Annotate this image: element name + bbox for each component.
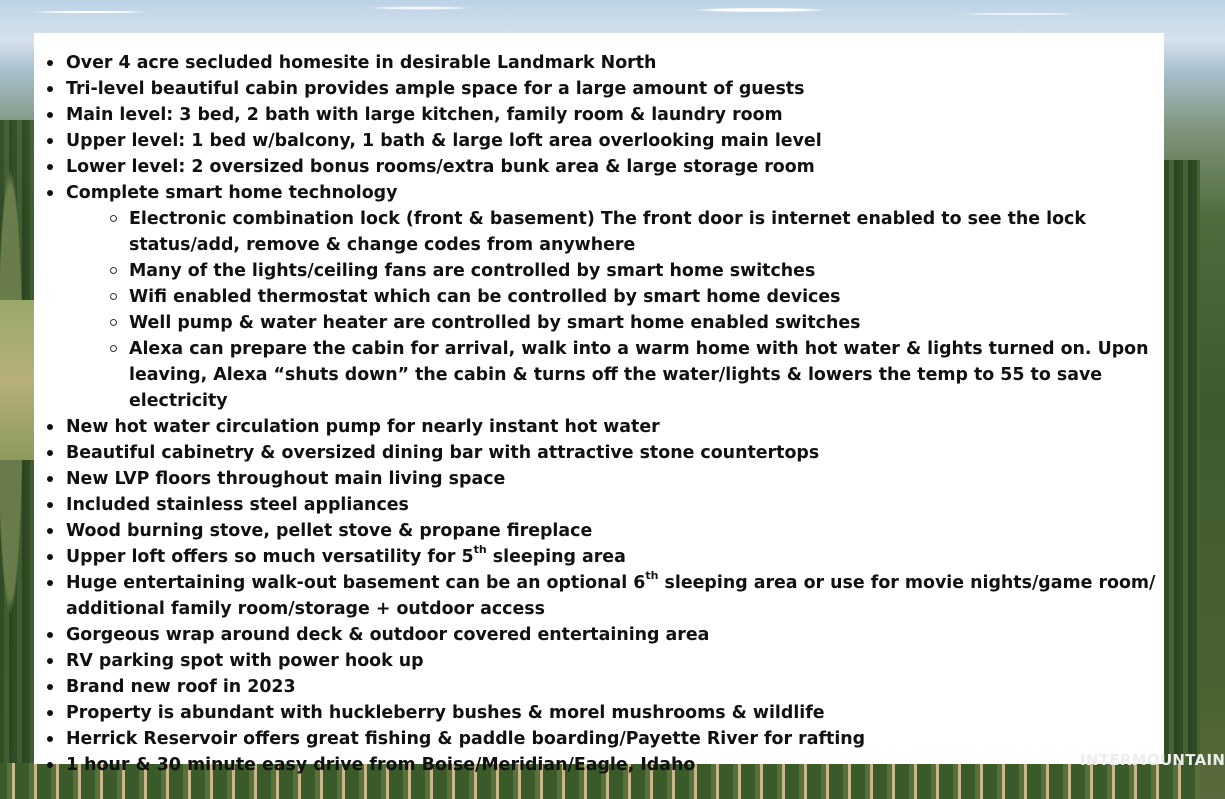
- feature-list: [34, 33, 1164, 778]
- feature-item: Property is abundant with huckleberry bushes & morel mushrooms & wildlife: [34, 700, 1164, 726]
- feature-item: 1 hour & 30 minute easy drive from Boise/Meridian/Eagle, Idaho: [34, 752, 1164, 778]
- feature-item: Over 4 acre secluded homesite in desirable Landmark North: [34, 50, 1164, 76]
- feature-item: Upper loft offers so much versatility for 5th sleeping area: [34, 544, 1164, 570]
- meadow-background-left: [0, 300, 34, 460]
- sub-feature-item: Alexa can prepare the cabin for arrival, walk into a warm home with hot water & lights turned on. Upon leaving, Alexa “shuts down” the cabin & turns off the water/lights & lowers the temp to 55 to save electricity: [66, 336, 1164, 414]
- feature-item: Main level: 3 bed, 2 bath with large kitchen, family room & laundry room: [34, 102, 1164, 128]
- feature-item: Huge entertaining walk-out basement can be an optional 6th sleeping area or use for movie nights/game room/ additional family room/storage + outdoor access: [34, 570, 1164, 622]
- feature-item: Brand new roof in 2023: [34, 674, 1164, 700]
- feature-item: Beautiful cabinetry & oversized dining bar with attractive stone countertops: [34, 440, 1164, 466]
- feature-item: Lower level: 2 oversized bonus rooms/extra bunk area & large storage room: [34, 154, 1164, 180]
- sub-feature-item: Many of the lights/ceiling fans are controlled by smart home switches: [66, 258, 1164, 284]
- smart-home-sublist: [66, 206, 1164, 414]
- feature-item: Herrick Reservoir offers great fishing & paddle boarding/Payette River for rafting: [34, 726, 1164, 752]
- feature-item: Tri-level beautiful cabin provides ample space for a large amount of guests: [34, 76, 1164, 102]
- feature-item: Upper level: 1 bed w/balcony, 1 bath & large loft area overlooking main level: [34, 128, 1164, 154]
- forest-background-right: [1164, 160, 1200, 799]
- feature-item: New LVP floors throughout main living space: [34, 466, 1164, 492]
- sky-clouds-background: [0, 0, 1200, 34]
- feature-item: RV parking spot with power hook up: [34, 648, 1164, 674]
- sub-feature-item: Electronic combination lock (front & basement) The front door is internet enabled to see the lock status/add, remove & change codes from anywhere: [66, 206, 1164, 258]
- feature-item: New hot water circulation pump for nearly instant hot water: [34, 414, 1164, 440]
- sub-feature-item: Well pump & water heater are controlled by smart home enabled switches: [66, 310, 1164, 336]
- feature-item: Gorgeous wrap around deck & outdoor covered entertaining area: [34, 622, 1164, 648]
- features-panel: [34, 33, 1225, 775]
- feature-item: Complete smart home technology Electronic combination lock (front & basement) The front door is internet enabled to see the lock status/add, remove & change codes from anywhere Many of the lights/ceiling fans are controlled by smart home switches Wifi enabled thermostat which can be controlled by smart home devices Well pump & water heater are controlled by smart home enabled switches Alexa can prepare the cabin for arrival, walk into a warm home with hot water & lights turned on. Upon leaving, Alexa “shuts down” the cabin & turns off the water/lights & lowers the temp to 55 to save electricity: [34, 180, 1164, 414]
- sub-feature-item: Wifi enabled thermostat which can be controlled by smart home devices: [66, 284, 1164, 310]
- intermountain-watermark: INTERMOUNTAIN: [1080, 751, 1225, 769]
- feature-item: Included stainless steel appliances: [34, 492, 1164, 518]
- feature-item: Wood burning stove, pellet stove & propane fireplace: [34, 518, 1164, 544]
